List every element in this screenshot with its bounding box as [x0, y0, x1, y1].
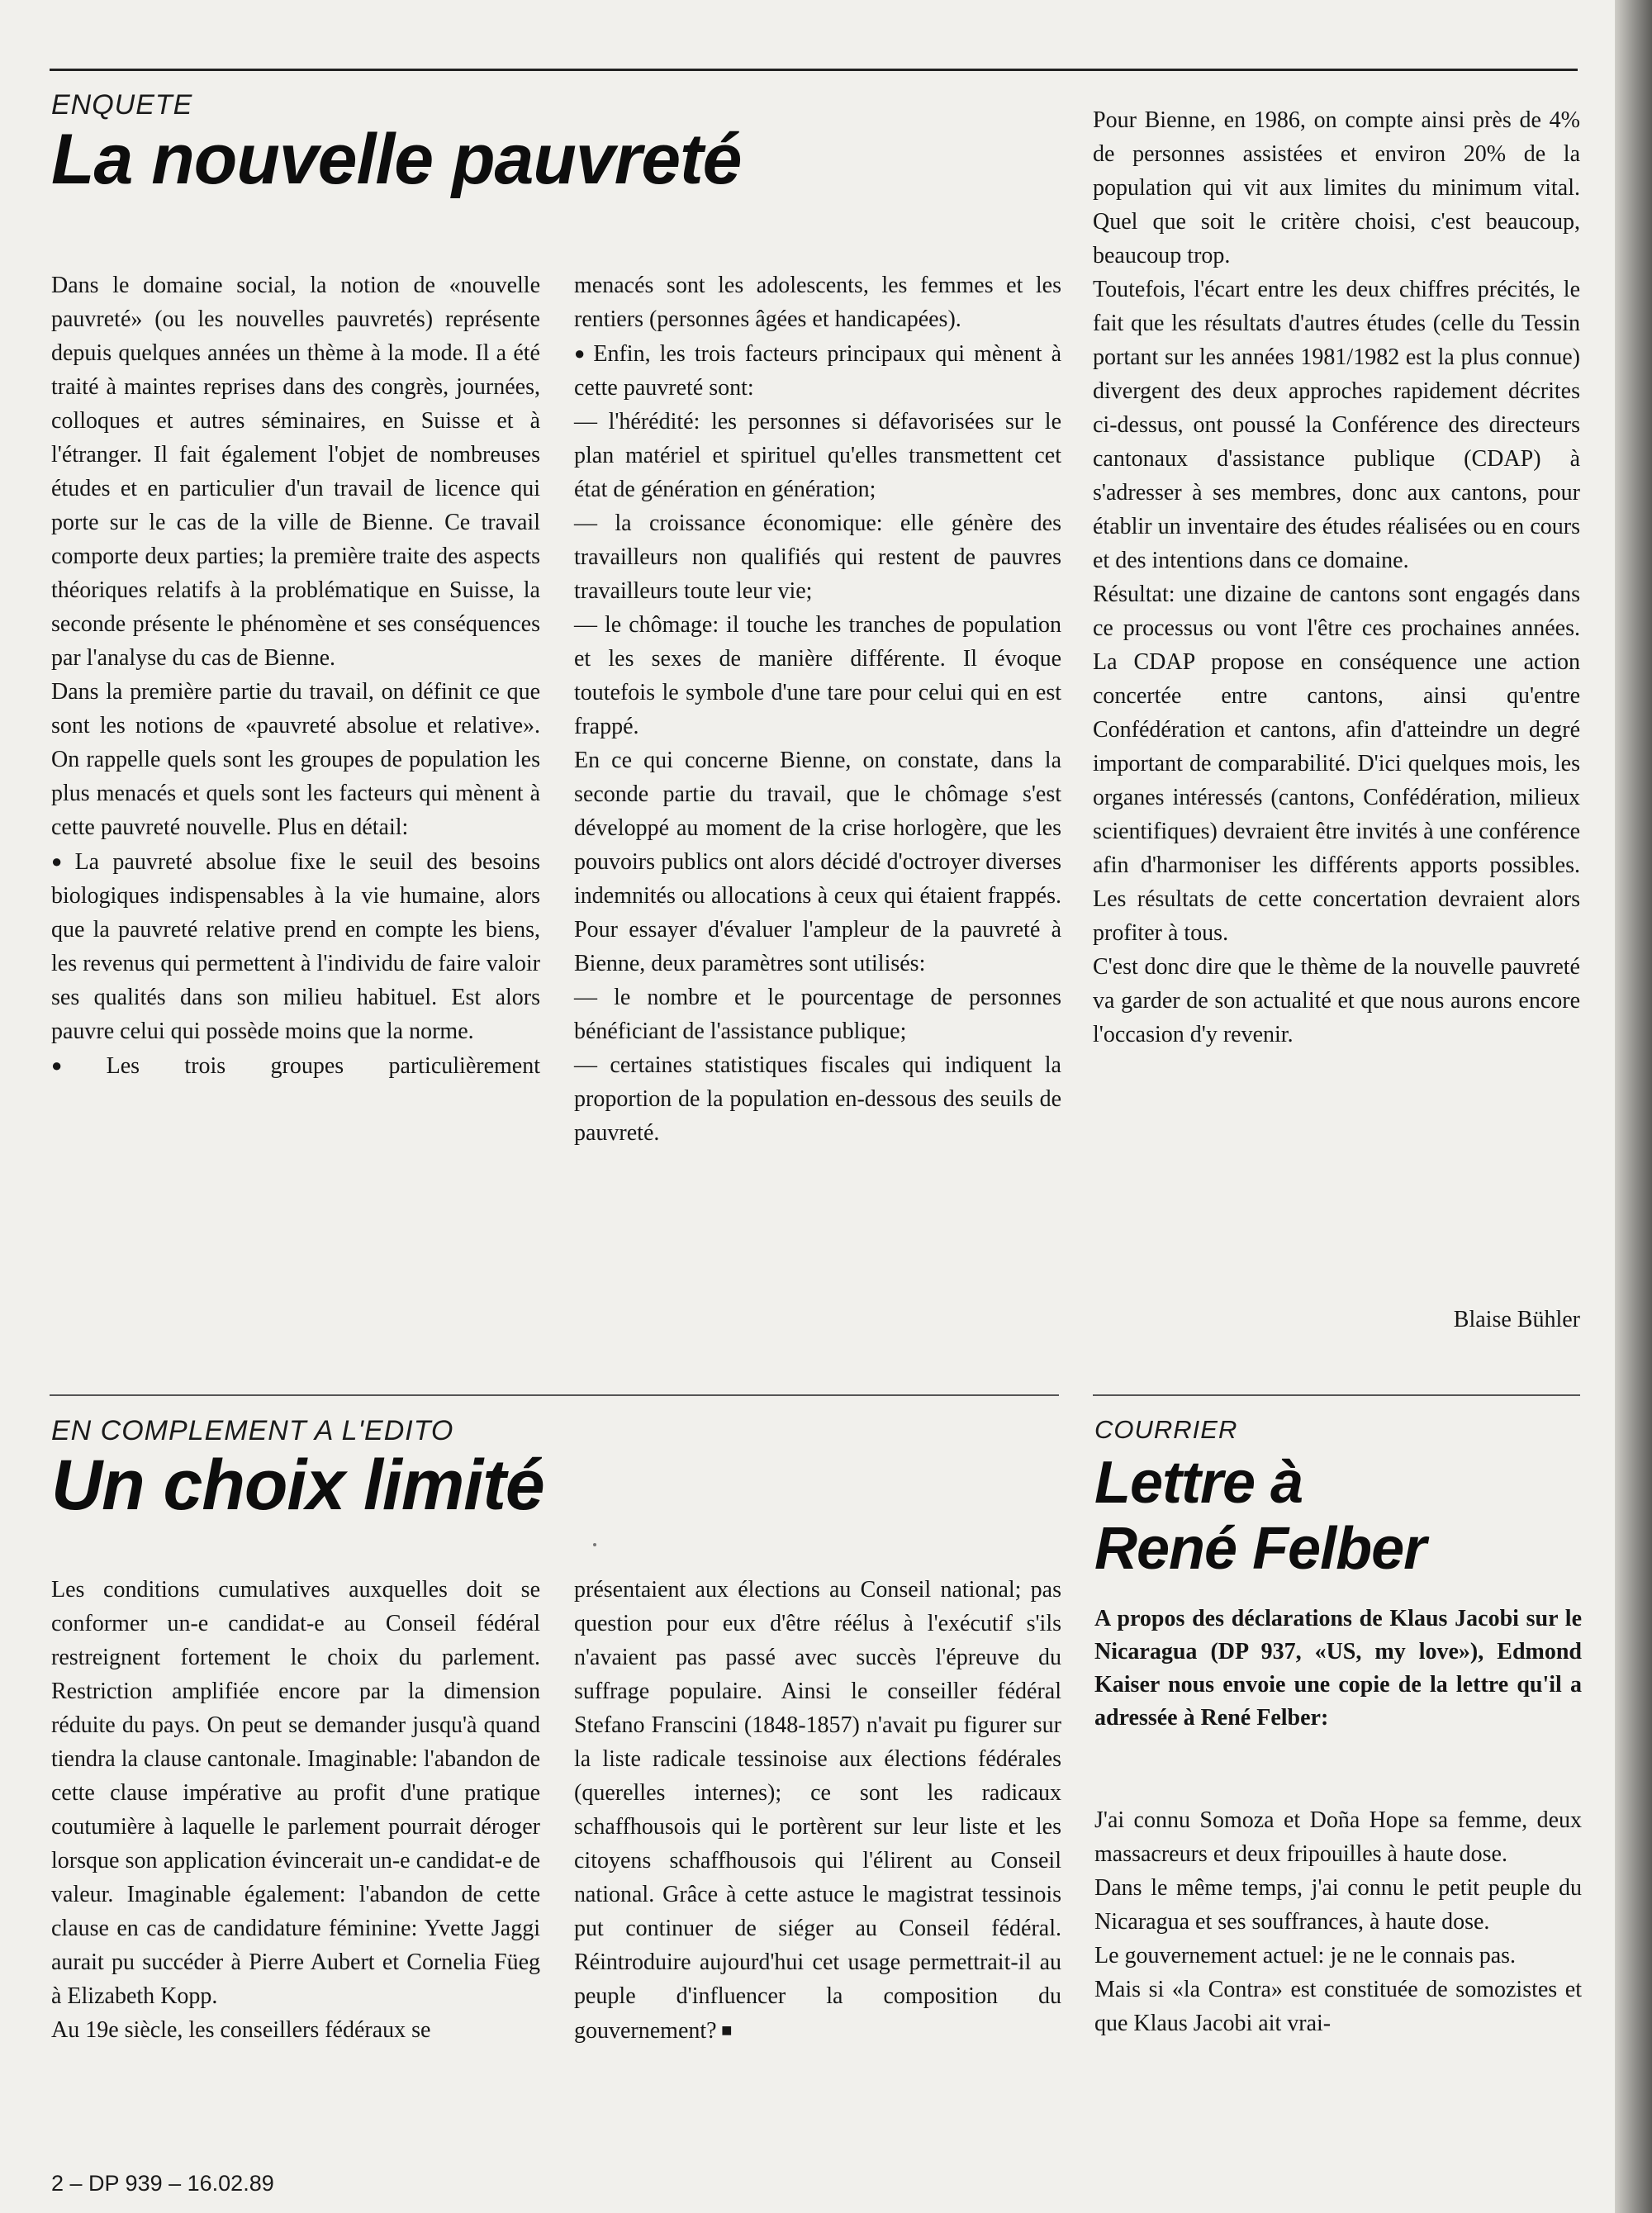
- article1-column-2: [574, 268, 1061, 1150]
- article1-title: La nouvelle pauvreté: [51, 120, 742, 199]
- top-rule: [50, 69, 1578, 71]
- paragraph: menacés sont les adolescents, les femmes et les rentiers (personnes âgées et handicapées).: [574, 273, 1061, 332]
- list-item: — certaines statistiques fiscales qui indiquent la proportion de la population en-dessous des seuils de pauvreté.: [574, 1052, 1061, 1146]
- article1-kicker: ENQUETE: [51, 89, 193, 121]
- article3-title-line2: René Felber: [1094, 1516, 1427, 1582]
- article2-title: Un choix limité: [51, 1446, 544, 1525]
- paragraph: En ce qui concerne Bienne, on constate, dans la seconde partie du travail, que le chômage s'est développé au moment de la crise horlogère, que les pouvoirs publics ont alors décidé d'octroyer diverses indemnités ou allocations à ceux qui étaient frappés. Pour essayer d'évaluer l'ampleur de la pauvreté à Bienne, deux paramètres sont utilisés:: [574, 748, 1061, 976]
- article3-title-line1: Lettre à: [1094, 1450, 1303, 1516]
- list-item: — la croissance économique: elle génère des travailleurs non qualifiés qui restent de pauvres travailleurs toute leur vie;: [574, 511, 1061, 604]
- article3-lead: A propos des déclarations de Klaus Jacobi sur le Nicaragua (DP 937, «US, my love»), Edmond Kaiser nous envoie une copie de la lettre qu'il a adressée à René Felber:: [1094, 1606, 1582, 1731]
- paragraph: Dans le même temps, j'ai connu le petit peuple du Nicaragua et ses souffrances, à haute dose.: [1094, 1875, 1582, 1935]
- paragraph: Dans la première partie du travail, on définit ce que sont les notions de «pauvreté absolue et relative». On rappelle quels sont les groupes de population les plus menacés et quels sont les facteurs qui mènent à cette pauvreté nouvelle. Plus en détail:: [51, 679, 540, 840]
- article3-body: [1094, 1803, 1582, 2040]
- page-footer: 2 – DP 939 – 16.02.89: [51, 2171, 274, 2196]
- paragraph: Au 19e siècle, les conseillers fédéraux se: [51, 2017, 431, 2043]
- paragraph: Résultat: une dizaine de cantons sont engagés dans ce processus ou vont l'être ces prochaines années. La CDAP propose en conséquence une action concertée entre cantons, ainsi qu'entre Confédération et cantons, afin d'atteindre un degré important de comparabilité. D'ici quelques mois, les organes intéressés (cantons, Confédération, milieux scientifiques) devraient être invités à une conférence afin d'harmoniser les différents apports possibles. Les résultats de cette concertation devraient alors profiter à tous.: [1093, 582, 1580, 946]
- article3-kicker: COURRIER: [1094, 1415, 1238, 1444]
- bullet-paragraph: ● Les trois groupes particulièrement: [51, 1048, 540, 1083]
- paragraph: Les conditions cumulatives auxquelles doit se conformer un-e candidat-e au Conseil fédéral restreignent fortement le choix du parlement. Restriction amplifiée encore par la dimension réduite du pays. On peut se demander jusqu'à quand tiendra la clause cantonale. Imaginable: l'abandon de cette clause impérative au profit d'une pratique coutumière à laquelle le parlement pourrait déroger lorsque son application évincerait un-e candidat-e de valeur. Imaginable également: l'abandon de cette clause en cas de candidature féminine: Yvette Jaggi aurait pu succéder à Pierre Aubert et Cornelia Füeg à Elizabeth Kopp.: [51, 1577, 541, 2009]
- section-rule-left: [50, 1394, 1059, 1396]
- print-speck: [593, 1543, 596, 1546]
- paragraph: Pour Bienne, en 1986, on compte ainsi près de 4% de personnes assistées et environ 20% de la population qui vit aux limites du minimum vital. Quel que soit le critère choisi, c'est beaucoup, beaucoup trop.: [1093, 107, 1580, 268]
- list-item: — l'hérédité: les personnes si défavorisées sur le plan matériel et spirituel qu'elles transmettent cet état de génération en génération;: [574, 409, 1061, 502]
- section-rule-right: [1093, 1394, 1580, 1396]
- article1-column-1: [51, 268, 540, 1083]
- page-edge-shadow: [1615, 0, 1652, 2213]
- list-item: — le nombre et le pourcentage de personnes bénéficiant de l'assistance publique;: [574, 985, 1061, 1044]
- article2-column-2: [574, 1573, 1061, 2048]
- paragraph: présentaient aux élections au Conseil national; pas question pour eux d'être réélus à l'exécutif s'ils n'avaient pas passé avec succès l'épreuve du suffrage populaire. Ainsi le conseiller fédéral Stefano Franscini (1848-1857) n'avait pu figurer sur la liste radicale tessinoise aux élections fédérales (querelles internes); ce sont les radicaux schaffhousois qui le portèrent sur leur liste et les citoyens schaffhousois qui l'élirent au Conseil national. Grâce à cette astuce le magistrat tessinois put continuer de siéger au Conseil fédéral. Réintroduire aujourd'hui cet usage permettrait-il au peuple d'influencer la composition du gouvernement? ■: [574, 1573, 1061, 2048]
- article1-column-3: [1093, 103, 1580, 1052]
- article2-kicker: EN COMPLEMENT A L'EDITO: [51, 1415, 454, 1446]
- article1-byline: Blaise Bühler: [1453, 1307, 1580, 1332]
- paragraph: Toutefois, l'écart entre les deux chiffres précités, le fait que les résultats d'autres études (celle du Tessin portant sur les années 1981/1982 est la plus connue) divergent des deux approches rapidement décrites ci-dessus, ont poussé la Conférence des directeurs cantonaux d'assistance publique (CDAP) à s'adresser à ses membres, donc aux cantons, pour établir un inventaire des études réalisées ou en cours et des intentions dans ce domaine.: [1093, 277, 1580, 573]
- paragraph: Le gouvernement actuel: je ne le connais pas.: [1094, 1943, 1517, 1968]
- paragraph: C'est donc dire que le thème de la nouvelle pauvreté va garder de son actualité et que nous aurons encore l'occasion d'y revenir.: [1093, 954, 1580, 1047]
- list-item: — le chômage: il touche les tranches de population et les sexes de manière différente. Il évoque toutefois le symbole d'une tare pour celui qui en est frappé.: [574, 612, 1061, 739]
- paragraph: J'ai connu Somoza et Doña Hope sa femme, deux massacreurs et deux fripouilles à haute dose.: [1094, 1807, 1582, 1867]
- paragraph: Mais si «la Contra» est constituée de somozistes et que Klaus Jacobi ait vrai-: [1094, 1977, 1582, 2036]
- bullet-paragraph: ● Enfin, les trois facteurs principaux qui mènent à cette pauvreté sont:: [574, 336, 1061, 405]
- article2-column-1: [51, 1573, 540, 2047]
- bullet-paragraph: ● La pauvreté absolue fixe le seuil des besoins biologiques indispensables à la vie humaine, alors que la pauvreté relative prend en compte les biens, les revenus qui permettent à l'individu de faire valoir ses qualités dans son milieu habituel. Est alors pauvre celui qui possède moins que la norme.: [51, 844, 540, 1048]
- article3-title: [1094, 1450, 1426, 1582]
- paragraph: Dans le domaine social, la notion de «nouvelle pauvreté» (ou les nouvelles pauvretés) représente depuis quelques années un thème à la mode. Il a été traité à maintes reprises dans des congrès, journées, colloques et autres séminaires, en Suisse et à l'étranger. Il fait également l'objet de nombreuses études et en particulier d'un travail de licence qui porte sur le cas de la ville de Bienne. Ce travail comporte deux parties; la première traite des aspects théoriques relatifs à la problématique en Suisse, la seconde présente le phénomène et ses conséquences par l'analyse du cas de Bienne.: [51, 273, 540, 671]
